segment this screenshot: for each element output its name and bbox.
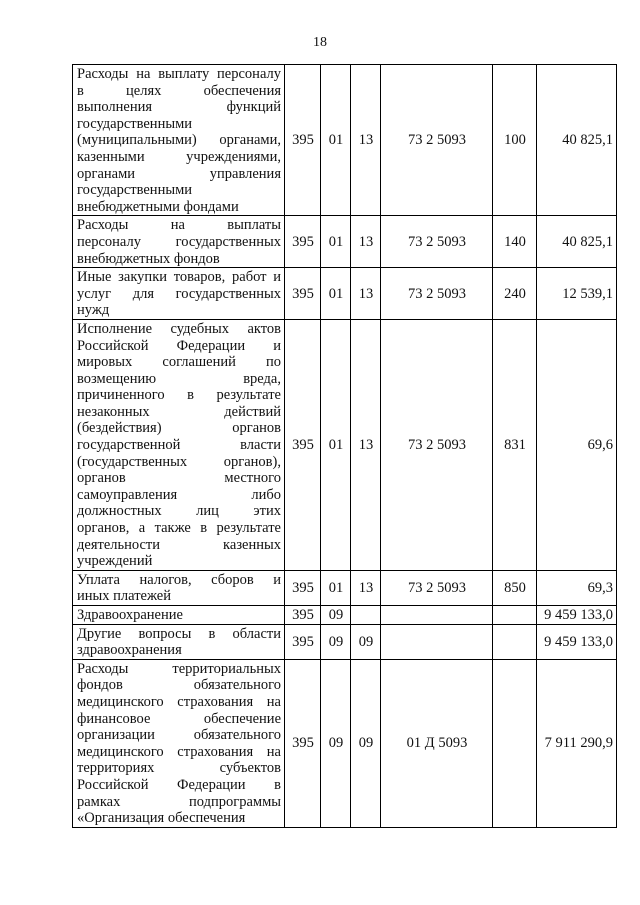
target-article-cell: 73 2 5093 — [381, 319, 493, 570]
row-name-line: казенными учреждениями, — [77, 148, 281, 165]
row-name-line: здравоохранения — [77, 642, 182, 659]
expense-type-cell: 140 — [493, 216, 537, 268]
row-name-cell — [73, 624, 285, 659]
row-name-cell — [73, 216, 285, 268]
row-name-line: иных платежей — [77, 588, 171, 605]
row-name-line: мировых соглашений по — [77, 354, 281, 371]
row-name-line: Иные закупки товаров, работ и — [77, 269, 281, 286]
ved-cell: 395 — [285, 268, 321, 320]
section-cell: 01 — [321, 319, 351, 570]
expense-type-cell — [493, 659, 537, 827]
section-cell: 09 — [321, 624, 351, 659]
amount-cell: 69,3 — [537, 570, 617, 605]
row-name-line: Здравоохранение — [77, 607, 183, 623]
row-name-line: государственными — [77, 115, 193, 132]
row-name-line: органов местного — [77, 470, 281, 487]
subsection-cell: 09 — [351, 659, 381, 827]
section-cell: 01 — [321, 216, 351, 268]
row-name-line: незаконных действий — [77, 403, 281, 420]
ved-cell: 395 — [285, 606, 321, 625]
table-row — [73, 606, 617, 625]
subsection-cell — [351, 606, 381, 625]
target-article-cell: 73 2 5093 — [381, 65, 493, 216]
row-name-line: «Организация обеспечения — [77, 810, 246, 827]
row-name-line: (муниципальными) органами, — [77, 132, 281, 149]
target-article-cell: 73 2 5093 — [381, 268, 493, 320]
target-article-cell — [381, 624, 493, 659]
table-row — [73, 570, 617, 605]
row-name-cell — [73, 606, 285, 625]
row-name-cell — [73, 319, 285, 570]
row-name-line: Исполнение судебных актов — [77, 320, 281, 337]
target-article-cell: 73 2 5093 — [381, 216, 493, 268]
subsection-cell: 13 — [351, 319, 381, 570]
expense-type-cell: 831 — [493, 319, 537, 570]
row-name-cell — [73, 570, 285, 605]
budget-table — [72, 64, 617, 828]
row-name-line: Другие вопросы в области — [77, 625, 281, 642]
subsection-cell: 13 — [351, 216, 381, 268]
expense-type-cell — [493, 624, 537, 659]
row-name-cell — [73, 268, 285, 320]
row-name-line: Расходы территориальных — [77, 660, 281, 677]
row-name-line: органов, а также в результате — [77, 520, 281, 537]
section-cell: 09 — [321, 659, 351, 827]
row-name-line: внебюджетными фондами — [77, 198, 239, 215]
table-row — [73, 659, 617, 827]
amount-cell: 7 911 290,9 — [537, 659, 617, 827]
table-row — [73, 319, 617, 570]
target-article-cell — [381, 606, 493, 625]
row-name-line: фондов обязательного — [77, 677, 281, 694]
row-name-line: (бездействия) органов — [77, 420, 281, 437]
row-name-line: медицинского страхования на — [77, 693, 281, 710]
table-row — [73, 65, 617, 216]
target-article-cell: 73 2 5093 — [381, 570, 493, 605]
subsection-cell: 09 — [351, 624, 381, 659]
row-name-line: учреждений — [77, 553, 153, 570]
ved-cell: 395 — [285, 65, 321, 216]
row-name-line: нужд — [77, 302, 110, 319]
row-name-cell — [73, 659, 285, 827]
row-name-line: Российской Федерации и — [77, 337, 281, 354]
ved-cell: 395 — [285, 216, 321, 268]
row-name-line: услуг для государственных — [77, 285, 281, 302]
subsection-cell: 13 — [351, 570, 381, 605]
row-name-line: должностных лиц этих — [77, 503, 281, 520]
expense-type-cell — [493, 606, 537, 625]
row-name-line: организации обязательного — [77, 727, 281, 744]
amount-cell: 9 459 133,0 — [537, 606, 617, 625]
row-name-line: персоналу государственных — [77, 233, 281, 250]
section-cell: 01 — [321, 65, 351, 216]
amount-cell: 9 459 133,0 — [537, 624, 617, 659]
row-name-line: (государственных органов), — [77, 453, 281, 470]
row-name-line: возмещению вреда, — [77, 370, 281, 387]
row-name-line: Расходы на выплаты — [77, 217, 281, 234]
ved-cell: 395 — [285, 570, 321, 605]
row-name-line: территориях субъектов — [77, 760, 281, 777]
ved-cell: 395 — [285, 659, 321, 827]
row-name-line: государственными — [77, 182, 193, 199]
expense-type-cell: 100 — [493, 65, 537, 216]
row-name-line: выполнения функций — [77, 99, 281, 116]
section-cell: 09 — [321, 606, 351, 625]
row-name-line: в целях обеспечения — [77, 82, 281, 99]
row-name-line: государственной власти — [77, 437, 281, 454]
table-body — [73, 65, 617, 828]
expense-type-cell: 850 — [493, 570, 537, 605]
subsection-cell: 13 — [351, 268, 381, 320]
row-name-line: самоуправления либо — [77, 486, 281, 503]
row-name-line: причиненного в результате — [77, 387, 281, 404]
section-cell: 01 — [321, 268, 351, 320]
ved-cell: 395 — [285, 319, 321, 570]
section-cell: 01 — [321, 570, 351, 605]
row-name-line: финансовое обеспечение — [77, 710, 281, 727]
amount-cell: 40 825,1 — [537, 65, 617, 216]
subsection-cell: 13 — [351, 65, 381, 216]
amount-cell: 12 539,1 — [537, 268, 617, 320]
row-name-line: Российской Федерации в — [77, 776, 281, 793]
amount-cell: 40 825,1 — [537, 216, 617, 268]
page-number: 18 — [313, 35, 327, 50]
amount-cell: 69,6 — [537, 319, 617, 570]
row-name-line: органами управления — [77, 165, 281, 182]
row-name-line: деятельности казенных — [77, 536, 281, 553]
expense-type-cell: 240 — [493, 268, 537, 320]
table-row — [73, 268, 617, 320]
table-row — [73, 624, 617, 659]
row-name-line: медицинского страхования на — [77, 743, 281, 760]
row-name-line: Уплата налогов, сборов и — [77, 571, 281, 588]
ved-cell: 395 — [285, 624, 321, 659]
row-name-line: Расходы на выплату персоналу — [77, 66, 281, 82]
target-article-cell: 01 Д 5093 — [381, 659, 493, 827]
table-row — [73, 216, 617, 268]
row-name-line: внебюджетных фондов — [77, 250, 220, 267]
row-name-cell — [73, 65, 285, 216]
row-name-line: рамках подпрограммы — [77, 793, 281, 810]
